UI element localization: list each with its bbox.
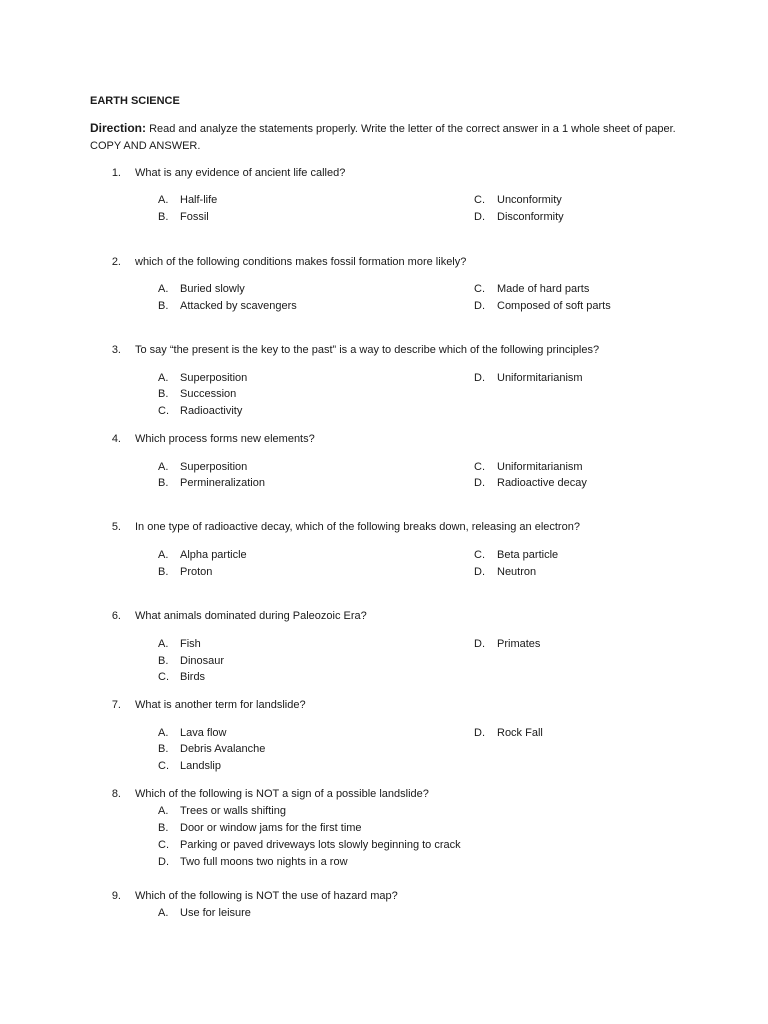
choice-letter: B. — [158, 822, 169, 834]
choice-text: Primates — [497, 638, 541, 650]
choice-text: Rock Fall — [497, 727, 543, 739]
choice-text: Neutron — [497, 566, 537, 578]
choice-letter: D. — [474, 477, 485, 489]
choice-letter: C. — [158, 405, 169, 417]
choice-letter: A. — [158, 638, 169, 650]
choice-text: Uniformitarianism — [497, 372, 583, 384]
choice-letter: C. — [158, 760, 169, 772]
choice-letter: A. — [158, 805, 169, 817]
choice-letter: D. — [474, 211, 485, 223]
choice-letter: B. — [158, 211, 169, 223]
choice-text: Composed of soft parts — [497, 300, 611, 312]
choice-text: Attacked by scavengers — [180, 300, 297, 312]
choice-letter: D. — [474, 372, 485, 384]
choice-letter: C. — [474, 549, 485, 561]
question-text: Which process forms new elements? — [135, 433, 315, 445]
question-number: 3. — [111, 344, 121, 356]
question-number: 8. — [111, 788, 121, 800]
choice-text: Trees or walls shifting — [180, 805, 286, 817]
choice-letter: B. — [158, 743, 169, 755]
choice-text: Birds — [180, 671, 206, 683]
choice-text: Unconformity — [497, 194, 562, 206]
choice-letter: B. — [158, 655, 169, 667]
choice-letter: D. — [474, 566, 485, 578]
choice-text: Superposition — [180, 372, 248, 384]
question-text: which of the following conditions makes fossil formation more likely? — [135, 256, 467, 268]
choice-letter: B. — [158, 477, 169, 489]
choice-letter: D. — [474, 727, 485, 739]
direction-label: Direction: — [90, 121, 147, 135]
choice-text: Made of hard parts — [497, 283, 590, 295]
question-number: 4. — [111, 433, 121, 445]
choice-text: Use for leisure — [180, 907, 251, 919]
question-number: 7. — [111, 699, 121, 711]
choice-text: Two full moons two nights in a row — [180, 856, 348, 868]
choice-text: Fish — [180, 638, 201, 650]
question-text: In one type of radioactive decay, which of the following breaks down, releasing an electron? — [135, 521, 580, 533]
choice-letter: B. — [158, 566, 169, 578]
question-text: What animals dominated during Paleozoic Era? — [135, 610, 367, 622]
choice-text: Succession — [180, 388, 237, 400]
choice-text: Radioactive decay — [497, 477, 587, 489]
question-number: 1. — [111, 167, 121, 179]
choice-letter: C. — [474, 283, 485, 295]
choice-text: Debris Avalanche — [180, 743, 266, 755]
question-number: 6. — [111, 610, 121, 622]
choice-text: Buried slowly — [180, 283, 245, 295]
choice-letter: A. — [158, 461, 169, 473]
choice-text: Landslip — [180, 760, 221, 772]
question-text: Which of the following is NOT the use of hazard map? — [135, 890, 398, 902]
question-text: To say “the present is the key to the past” is a way to describe which of the following principles? — [135, 344, 600, 356]
choice-text: Disconformity — [497, 211, 564, 223]
question-number: 2. — [111, 256, 121, 268]
choice-text: Dinosaur — [180, 655, 225, 667]
choice-letter: C. — [474, 194, 485, 206]
choice-letter: C. — [158, 839, 169, 851]
choice-letter: B. — [158, 388, 169, 400]
choice-letter: A. — [158, 549, 169, 561]
question-text: What is another term for landslide? — [135, 699, 306, 711]
choice-letter: C. — [158, 671, 169, 683]
choice-letter: A. — [158, 907, 169, 919]
question-number: 5. — [111, 521, 121, 533]
page-title: EARTH SCIENCE — [90, 95, 180, 107]
choice-text: Alpha particle — [180, 549, 247, 561]
choice-text: Beta particle — [497, 549, 559, 561]
question-text: Which of the following is NOT a sign of a possible landslide? — [135, 788, 429, 800]
choice-text: Parking or paved driveways lots slowly beginning to crack — [180, 839, 461, 851]
choice-text: Permineralization — [180, 477, 265, 489]
choice-letter: D. — [474, 300, 485, 312]
choice-letter: A. — [158, 372, 169, 384]
choice-letter: D. — [474, 638, 485, 650]
choice-letter: A. — [158, 194, 169, 206]
choice-letter: C. — [474, 461, 485, 473]
choice-letter: D. — [158, 856, 169, 868]
choice-text: Half-life — [180, 194, 218, 206]
choice-text: Uniformitarianism — [497, 461, 583, 473]
choice-text: Lava flow — [180, 727, 227, 739]
choice-text: Fossil — [180, 211, 209, 223]
direction-text: Read and analyze the statements properly. Write the letter of the correct answer in a 1 whole sheet of paper. COPY AND ANSWER. — [90, 123, 676, 152]
choice-text: Door or window jams for the first time — [180, 822, 362, 834]
choice-letter: A. — [158, 727, 169, 739]
choice-text: Proton — [180, 566, 213, 578]
choice-letter: A. — [158, 283, 169, 295]
directions — [90, 120, 680, 155]
choice-text: Superposition — [180, 461, 248, 473]
choice-text: Radioactivity — [180, 405, 243, 417]
question-number: 9. — [111, 890, 121, 902]
question-text: What is any evidence of ancient life called? — [135, 167, 346, 179]
choice-letter: B. — [158, 300, 169, 312]
